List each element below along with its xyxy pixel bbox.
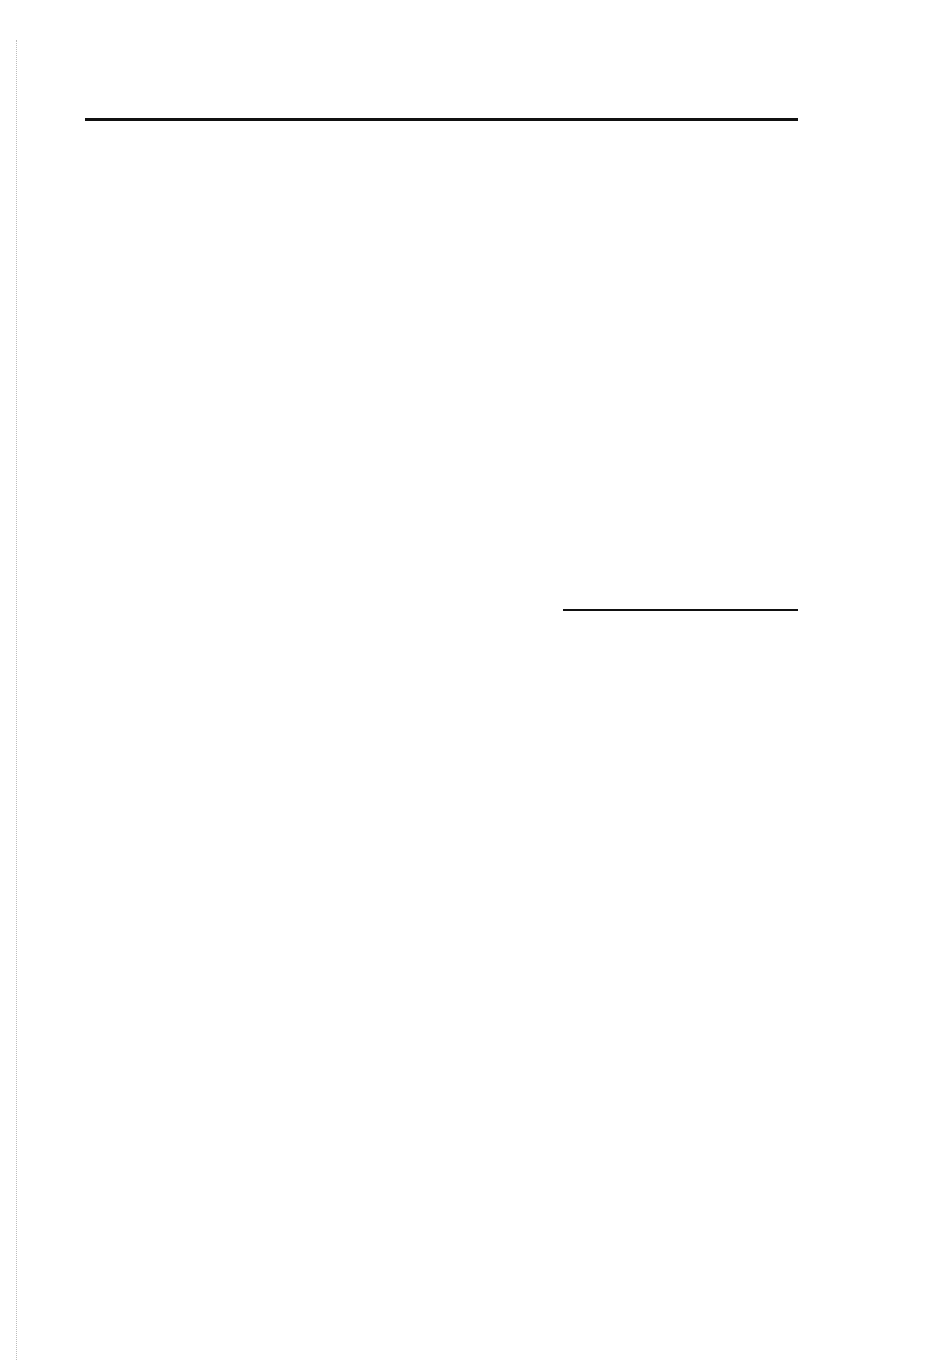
- footnote-separator: [563, 609, 798, 611]
- scan-margin-dots: [16, 40, 17, 1360]
- page-header: [85, 84, 798, 121]
